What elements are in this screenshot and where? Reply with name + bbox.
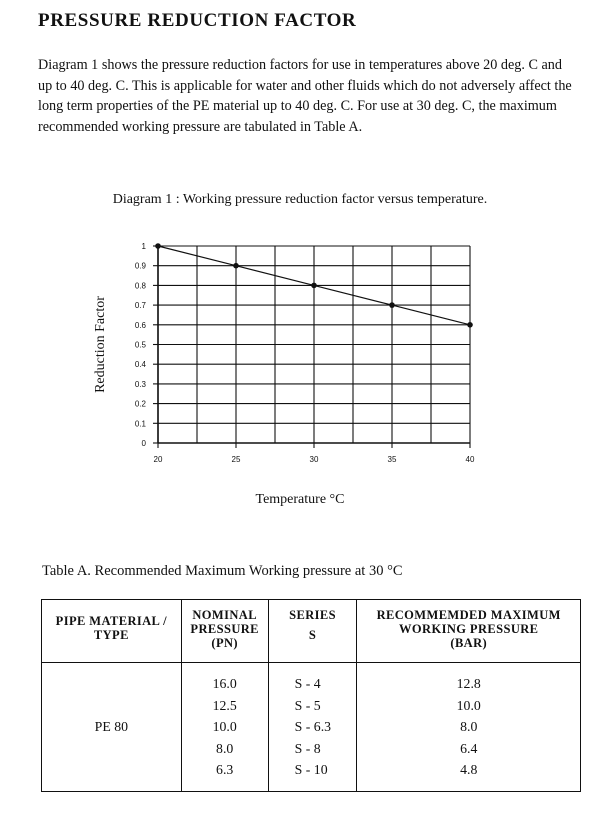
max-pressure-value: 4.8 [460, 762, 478, 777]
table-caption: Table A. Recommended Maximum Working pressure at 30 °C [42, 563, 403, 579]
series-value: S - 4 [294, 676, 321, 691]
max-pressure-cell [357, 663, 581, 792]
diagram-caption: Diagram 1 : Working pressure reduction factor versus temperature. [112, 192, 488, 207]
series-value: S - 8 [294, 740, 321, 756]
header-recommended-line: WORKING PRESSURE [399, 622, 539, 636]
reduction-factor-chart [0, 225, 600, 525]
max-pressure-value: 8.0 [460, 719, 478, 734]
y-tick-label: 0.9 [134, 261, 146, 271]
x-axis-label: Temperature °C [255, 492, 345, 507]
header-material [42, 600, 182, 663]
y-tick-label: 0.3 [134, 379, 146, 389]
header-nominal-line: PRESSURE [190, 622, 259, 636]
data-point [233, 263, 239, 269]
y-tick-label: 0.2 [134, 399, 146, 409]
y-tick-label: 0.4 [134, 360, 146, 370]
header-series [268, 600, 357, 663]
x-tick-label: 35 [387, 455, 397, 464]
max-pressure-value: 6.4 [460, 740, 478, 756]
x-tick-label: 20 [153, 455, 163, 464]
max-pressure-value: 12.8 [456, 676, 481, 691]
header-recommended-line: RECOMMEMDED MAXIMUM [376, 608, 561, 622]
header-series-line: SERIES [289, 608, 336, 622]
nominal-pressure-value: 12.5 [212, 697, 237, 713]
series-value: S - 10 [294, 762, 328, 777]
header-nominal-line: (PN) [211, 636, 238, 650]
data-point [311, 283, 317, 289]
series-cell [268, 663, 357, 792]
intro-paragraph: Diagram 1 shows the pressure reduction factors for use in temperatures above 20 deg. C and up to 40 deg. C. This is applicable for water and other fluids which do not adversely affect the long term properties of the PE material up to 40 deg. C. For use at 30 deg. C, the maximum recommended working pressure are tabulated in Table A. [38, 57, 572, 135]
y-tick-label: 0 [141, 439, 146, 448]
nominal-pressure-value: 8.0 [216, 740, 234, 756]
data-point [389, 302, 395, 308]
y-tick-label: 0.1 [134, 419, 146, 429]
x-tick-label: 40 [465, 455, 475, 464]
x-tick-label: 25 [231, 455, 241, 464]
header-recommended [357, 600, 581, 663]
max-pressure-value: 10.0 [456, 697, 481, 713]
y-tick-label: 1 [141, 242, 146, 251]
y-axis-label: Reduction Factor [93, 296, 108, 393]
data-point [467, 322, 473, 328]
header-recommended-line: (BAR) [450, 636, 488, 650]
y-tick-label: 0.6 [134, 320, 146, 330]
nominal-pressure-value: 16.0 [212, 676, 237, 691]
nominal-pressure-value: 6.3 [216, 762, 234, 777]
header-material-line: PIPE MATERIAL / [55, 614, 168, 628]
pressure-table [41, 599, 581, 792]
header-nominal [181, 600, 268, 663]
header-material-line: TYPE [93, 628, 129, 642]
x-tick-label: 30 [309, 455, 319, 464]
header-nominal-line: NOMINAL [192, 608, 257, 622]
nominal-pressure-value: 10.0 [212, 719, 237, 734]
table-header-row [42, 600, 581, 663]
data-point [155, 243, 161, 249]
y-tick-label: 0.5 [134, 340, 146, 350]
header-series-line: S [308, 628, 317, 642]
series-value: S - 6.3 [294, 719, 332, 734]
page-title: PRESSURE REDUCTION FACTOR [38, 10, 357, 31]
material-cell: PE 80 [42, 663, 182, 792]
table-body-row [42, 663, 581, 792]
y-tick-label: 0.7 [134, 301, 146, 311]
nominal-pressure-cell [181, 663, 268, 792]
y-tick-label: 0.8 [134, 281, 146, 291]
series-value: S - 5 [294, 697, 321, 713]
